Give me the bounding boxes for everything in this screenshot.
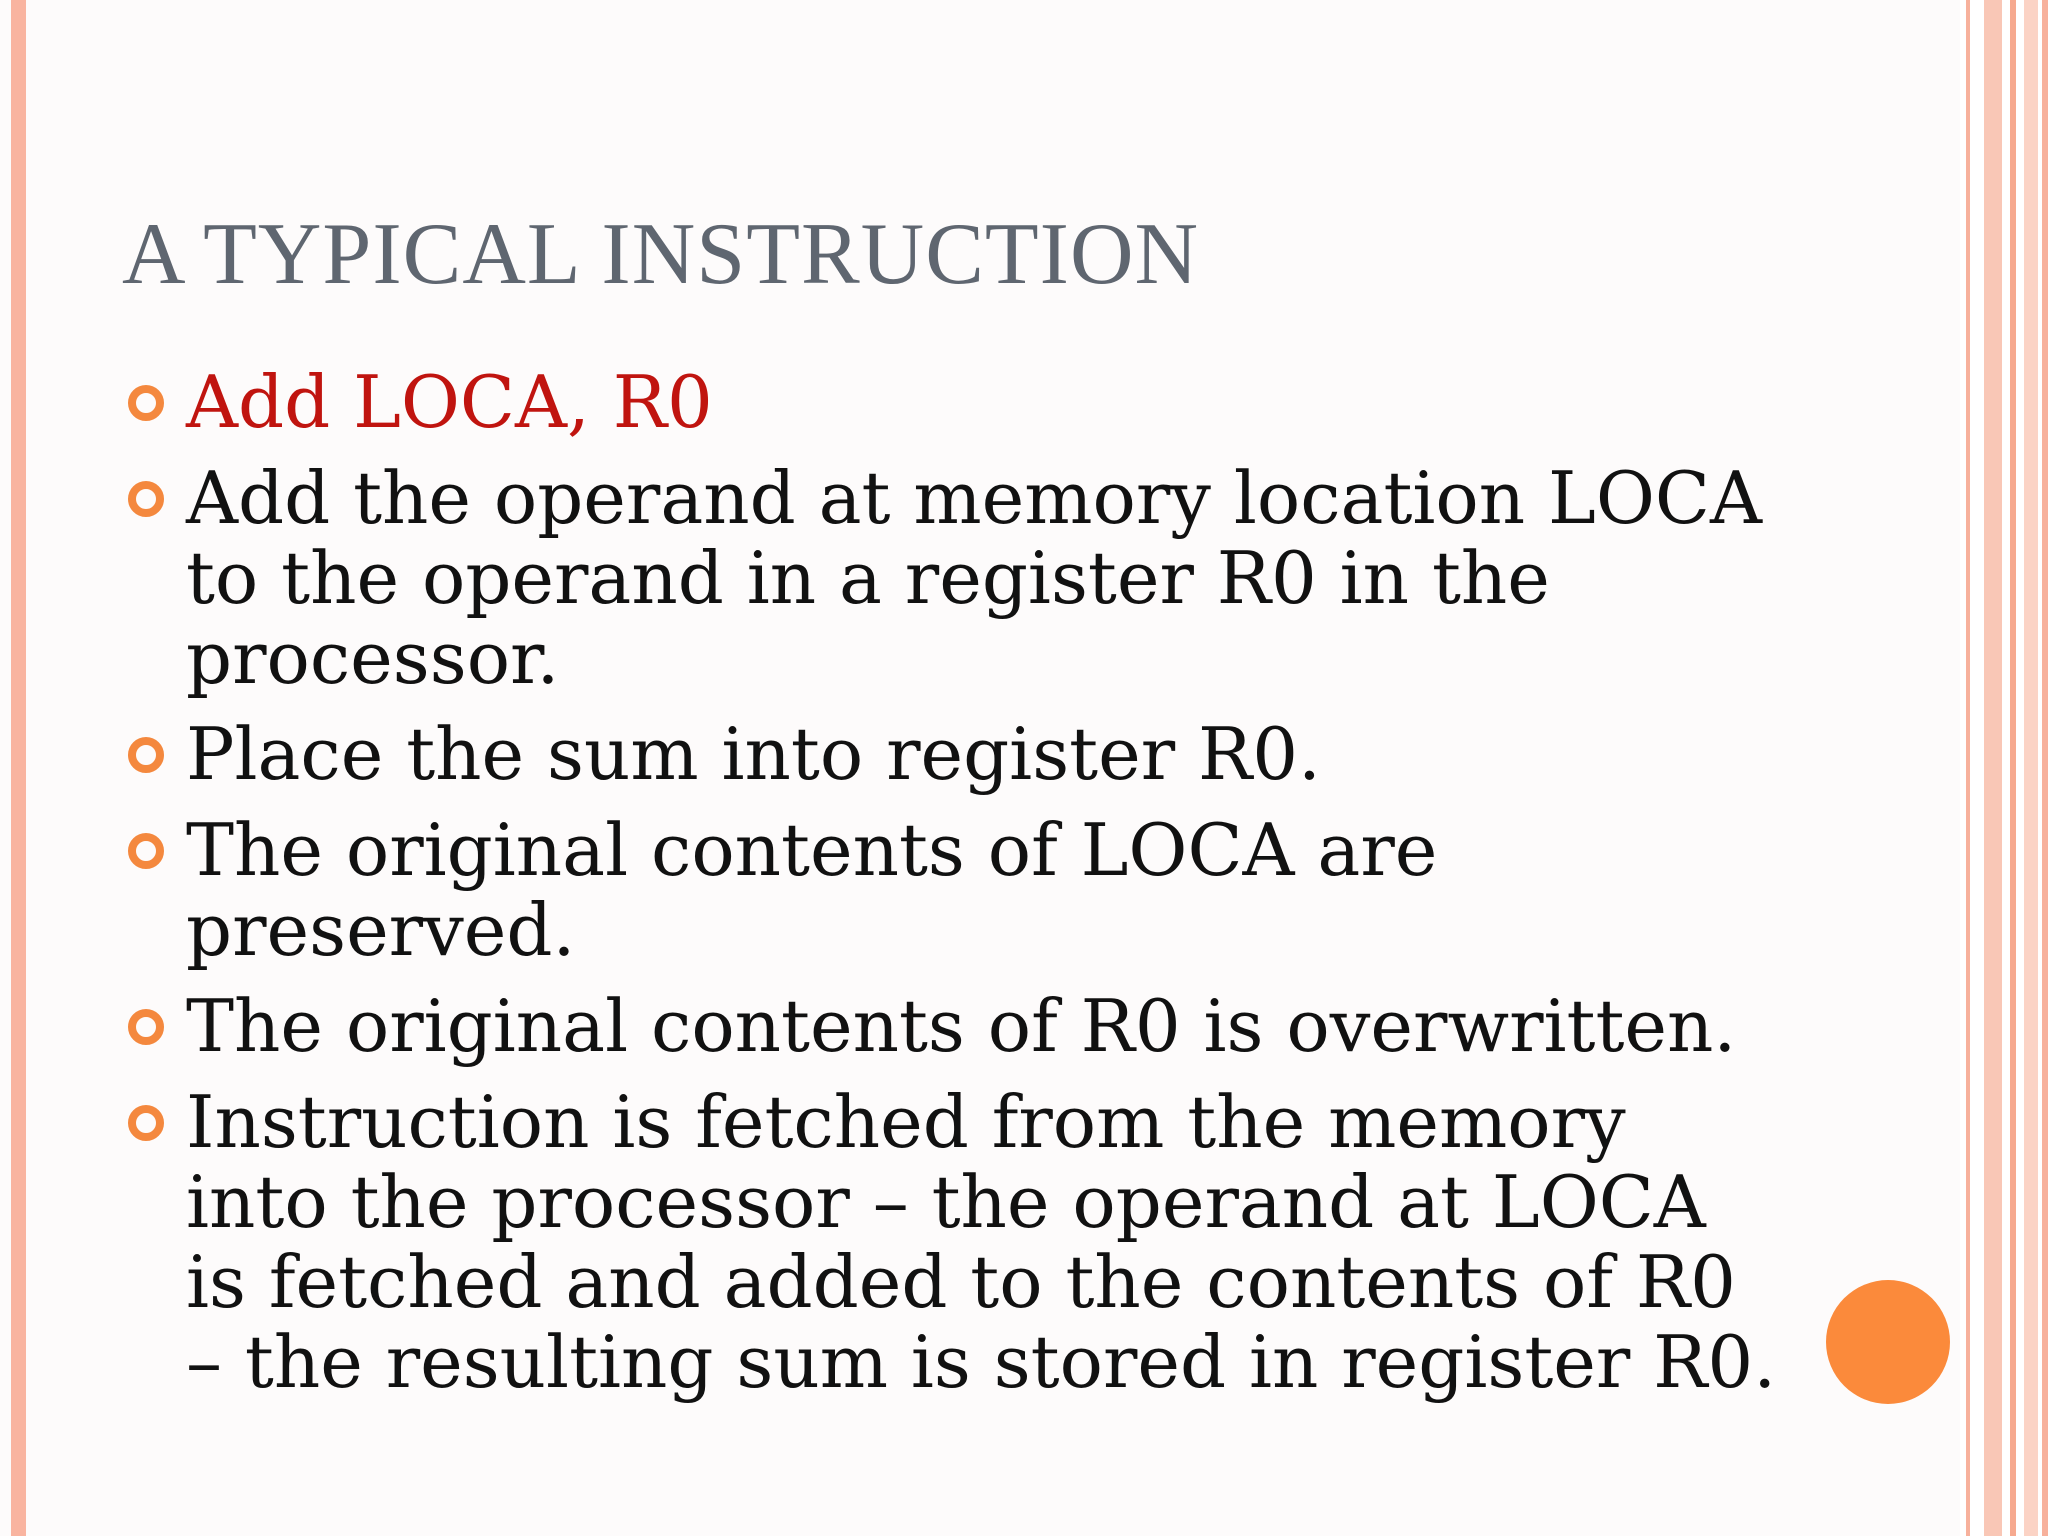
bullet-item [128,986,1778,1066]
bullet-text: The original contents of R0 is overwritten. [186,984,1737,1068]
bullet-item [128,458,1778,698]
circle-outline-icon [128,385,164,421]
bullet-item [128,810,1778,970]
filled-circle-icon [1826,1280,1950,1404]
border-stripe [2010,0,2016,1536]
circle-outline-icon [128,833,164,869]
bullet-text: Instruction is fetched from the memory into the processor – the operand at LOCA is fetched and added to the contents of R0 – the resulting sum is stored in register R0. [186,1080,1777,1404]
circle-outline-icon [128,481,164,517]
circle-outline-icon [128,1105,164,1141]
border-stripe [2042,0,2048,1536]
bullet-text: Add LOCA, R0 [186,360,713,444]
bullet-item [128,1082,1778,1402]
circle-outline-icon [128,737,164,773]
border-stripe [2024,0,2038,1536]
bullet-item [128,362,1778,442]
border-stripe [1984,0,2002,1536]
bullet-text: Add the operand at memory location LOCA to the operand in a register R0 in the processor. [186,456,1762,700]
right-border-stripes [1960,0,2048,1536]
left-border-stripe [11,0,26,1536]
bullet-text: Place the sum into register R0. [186,712,1321,796]
slide-title: A TYPICAL INSTRUCTION [122,206,1200,303]
bullet-item [128,714,1778,794]
border-stripe [1966,0,1970,1536]
circle-outline-icon [128,1009,164,1045]
bullet-text: The original contents of LOCA are preserved. [186,808,1438,972]
bullet-list [128,362,1778,1418]
